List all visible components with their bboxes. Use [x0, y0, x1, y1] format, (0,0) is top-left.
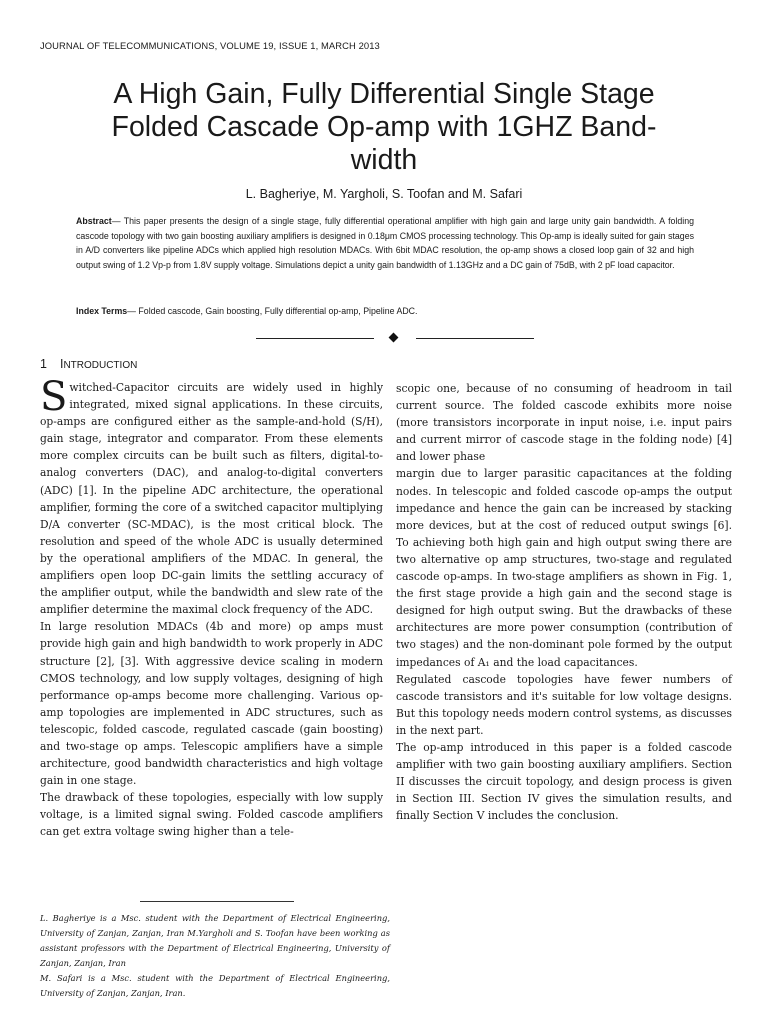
divider-line-left: [256, 338, 374, 339]
left-column: [40, 356, 383, 841]
section-heading-rest: NTRODUCTION: [63, 360, 138, 371]
paragraph: The drawback of these topologies, especially with low supply voltage, is a limited signal swing. Folded cascode amplifiers can get extra voltage swing higher than a tele-: [40, 791, 383, 839]
journal-header: JOURNAL OF TELECOMMUNICATIONS, VOLUME 19, ISSUE 1, MARCH 2013: [40, 40, 380, 51]
abstract-label: Abstract: [76, 216, 112, 226]
section-number: 1: [40, 357, 47, 371]
paragraph: margin due to larger parasitic capacitances at the folding nodes. In telescopic and folded cascode op-amps the output impedance and hence the gain can be increased by stacking more devices, but at the cost of reduced output swings [6]. To achieving both high gain and high output swing there are two alternative op amp structures, two-stage and regulated cascode op-amps. In two-stage amplifiers as shown in Fig. 1, the first stage provide a high gain and the second stage is designed for high output swing. But the drawbacks of these architectures are more power consumption (contribution of two stages) and the non-dominant pole formed by the output impedances of A₁ and the load capacitances.: [396, 467, 732, 669]
footnote-rule: [140, 901, 294, 902]
paragraph-text: witched-Capacitor circuits are widely used in highly integrated, mixed signal applications. In these circuits, op-amps are configured either as the sample-and-hold (S/H), gain stage, integrator and comparator. From these elements more complex circuits can be built such as filters, digital-to-analog converters (DAC), and analog-to-digital converters (ADC) [1]. In the pipeline ADC architecture, the operational amplifier, forming the core of a switched capacitor multiplying D/A converter (SC-MDAC), is the most critical block. The resolution and speed of the whole ADC is usually determined by the operational amplifiers of the MDAC. In general, the amplifiers open loop DC-gain limits the settling accuracy of the amplifier output, while the bandwidth and slew rate of the amplifier determine the maximal clock frequency of the ADC.: [40, 381, 383, 617]
paragraph: scopic one, because of no consuming of headroom in tail current source. The folded cascode exhibits more noise (more transistors incorporate in input noise, i.e. input pairs and current mirror of cascode stage in the folding node) [4] and lower phase: [396, 382, 732, 464]
paragraph: [40, 374, 383, 618]
paper-title: [40, 78, 728, 177]
right-column: [396, 380, 732, 824]
paragraph: The op-amp introduced in this paper is a folded cascode amplifier with two gain boosting auxiliary amplifiers. Section II discusses the circuit topology, and design process is given in Section III. Section IV gives the simulation results, and finally Section V includes the conclusion.: [396, 740, 732, 823]
abstract: [76, 214, 694, 273]
index-terms-label: Index Terms: [76, 306, 128, 316]
author-list: L. Bagheriye, M. Yargholi, S. Toofan and M. Safari: [245, 187, 523, 201]
index-terms-text: Folded cascode, Gain boosting, Fully differential op-amp, Pipeline ADC.: [138, 306, 418, 316]
index-terms-dash: —: [127, 306, 136, 316]
paragraph: Regulated cascode topologies have fewer numbers of cascode transistors and it's suitable for low voltage designs. But this topology needs modern control systems, as discusses in the next part.: [396, 672, 732, 737]
index-terms: [76, 306, 694, 316]
diamond-icon: [389, 333, 399, 343]
abstract-text: This paper presents the design of a single stage, fully differential operational amplifier with high gain and large unity gain bandwidth. A folding cascode topology with two gain boosting auxiliary amplifiers is designed in 0.18μm CMOS processing technology. This Op-amp is ideally suited for gain stages in A/D converters like pipeline ADCs which applied high resolution MDACs. With 6bit MDAC resolution, the op-amp shows a closed loop gain of 32 and high output swing of 1.2 Vp-p from 1.8V supply voltage. Simulations depict a unity gain bandwidth of 1.13GHz and a DC gain of 75dB, with 2 pF load capacitor.: [76, 216, 694, 271]
section-heading: [40, 356, 383, 373]
title-line-2: Folded Cascade Op-amp with 1GHZ Band-: [111, 111, 657, 143]
abstract-dash: —: [111, 216, 121, 226]
footnote: L. Bagheriye is a Msc. student with the Department of Electrical Engineering, University of Zanjan, Zanjan, Iran M.Yargholi and S. Toofan have been working as assistant professors with the Department of Electrical Engineering, University of Zanjan, Zanjan, Iran: [40, 913, 390, 968]
footnote: M. Safari is a Msc. student with the Department of Electrical Engineering, University of Zanjan, Zanjan, Iran.: [40, 972, 390, 998]
title-line-3: width: [350, 144, 418, 176]
title-line-1: A High Gain, Fully Differential Single Stage: [113, 78, 655, 110]
divider-line-right: [416, 338, 534, 339]
footnotes: [40, 911, 390, 1000]
paragraph: In large resolution MDACs (4b and more) op amps must provide high gain and high bandwidth to work properly in ADC structure [2], [3]. With aggressive device scaling in modern CMOS technology, and low supply voltages, designing of high performance op-amps become more challenging. Various op-amp topologies are implemented in ADC structures, such as telescopic, folded cascode, regulated cascade (gain boosting) and two-stage op amps. Telescopic amplifiers have a simple architecture, good bandwidth characteristics and high voltage gain in one stage.: [40, 620, 383, 788]
section-heading-initial: I: [59, 357, 64, 371]
drop-cap: S: [40, 374, 68, 420]
section-divider: [256, 334, 534, 344]
